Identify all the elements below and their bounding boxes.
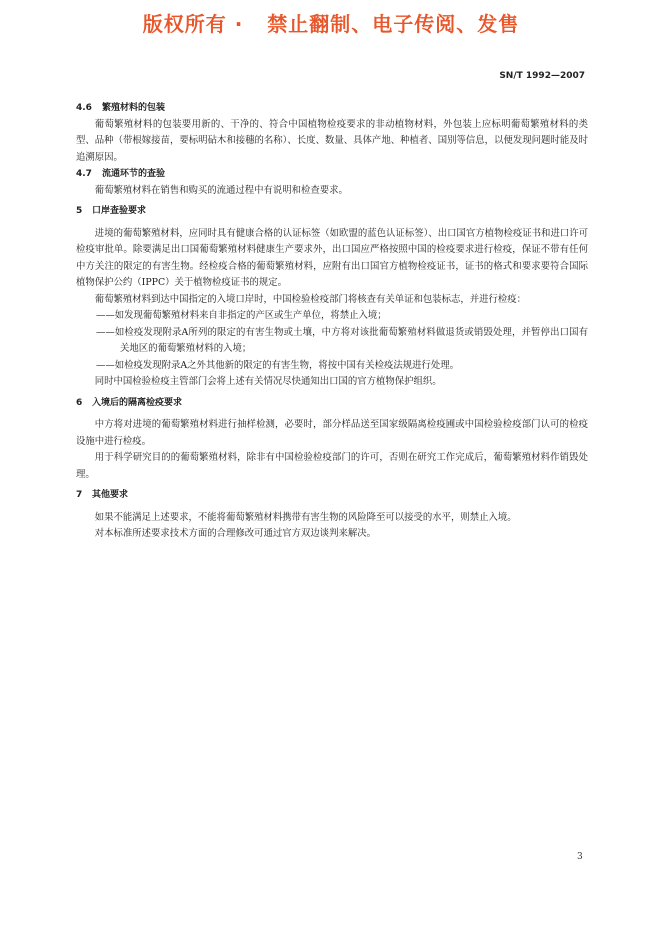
section-number: 4.6 [76,103,92,113]
section-title: 口岸查验要求 [92,206,147,216]
section-6-heading [76,395,588,412]
list-item: ——如发现葡萄繁殖材料来自非指定的产区或生产单位，将禁止入境； [96,310,387,321]
page-number: 3 [577,852,583,862]
section-7-paragraph-2: 对本标准所述要求技术方面的合理修改可通过官方双边谈判来解决。 [94,528,377,539]
list-item: ——如检疫发现附录A之外其他新的限定的有害生物，将按中国有关检疫法规进行处理。 [96,359,460,371]
document-body [76,100,588,543]
list-item: ——如检疫发现附录A所列的限定的有害生物或土壤，中方将对该批葡萄繁殖材料做退货或销毁处理，并暂停出口国有关地区的葡萄繁殖材料的入境； [96,326,588,354]
section-title: 入境后的隔离检疫要求 [92,397,183,408]
section-6-paragraph-2: 用于科学研究目的的葡萄繁殖材料，除非有中国检验检疫部门的许可，否则在研究工作完成后，葡萄繁殖材料作销毁处理。 [76,452,588,480]
section-5-paragraph-1: 进境的葡萄繁殖材料，应同时具有健康合格的认证标签（如欧盟的蓝色认证标签）、出口国官方植物检疫证书和进口许可检疫审批单。除要满足出口国葡萄繁殖材料健康生产要求外，出口国应严格按照中国的检疫要求进行检疫，保证不带有任何中方关注的限定的有害生物。经检疫合格的葡萄繁殖材料，应附有出口国官方植物检疫证书，证书的格式和要求要符合国际植物保护公约（IPPC）关于植物检疫证书的规定。 [76,227,588,288]
section-4-7-heading [76,166,588,183]
section-6-paragraph-1: 中方将对进境的葡萄繁殖材料进行抽样检测，必要时，部分样品送至国家级隔离检疫圃或中国检验检疫部门认可的检疫设施中进行检疫。 [76,419,588,447]
section-7-paragraph-1: 如果不能满足上述要求，不能将葡萄繁殖材料携带有害生物的风险降至可以接受的水平，则禁止入境。 [94,511,517,523]
section-number: 4.7 [76,169,92,179]
section-7-heading [76,487,588,504]
section-4-6-paragraph: 葡萄繁殖材料的包装要用新的、干净的、符合中国植物检疫要求的非动植物材料，外包装上应标明葡萄繁殖材料的类型、品种（带根嫁接苗，要标明砧木和接穗的名称）、长度、数量、具体产地、种植者、国别等信息，以便发现问题时能及时追溯原因。 [76,118,588,163]
section-5-paragraph-3: 同时中国检验检疫主管部门会将上述有关情况尽快通知出口国的官方植物保护组织。 [94,376,442,387]
standard-code: SN/T 1992—2007 [499,71,585,81]
section-4-7-paragraph: 葡萄繁殖材料在销售和购买的流通过程中有说明和检查要求。 [94,184,348,196]
copyright-watermark: 版权所有 · 禁止翻制、电子传阅、发售 [142,12,520,36]
section-number: 6 [76,397,83,408]
section-5-paragraph-2: 葡萄繁殖材料到达中国指定的入境口岸时，中国检验检疫部门将核查有关单证和包装标志，并进行检疫： [94,293,527,305]
section-title: 繁殖材料的包装 [102,103,166,113]
section-title: 流通环节的查验 [102,169,166,179]
section-title: 其他要求 [92,490,129,500]
section-number: 7 [76,490,83,500]
section-5-heading [76,203,588,220]
section-4-6-heading [76,100,588,117]
section-number: 5 [76,206,83,216]
